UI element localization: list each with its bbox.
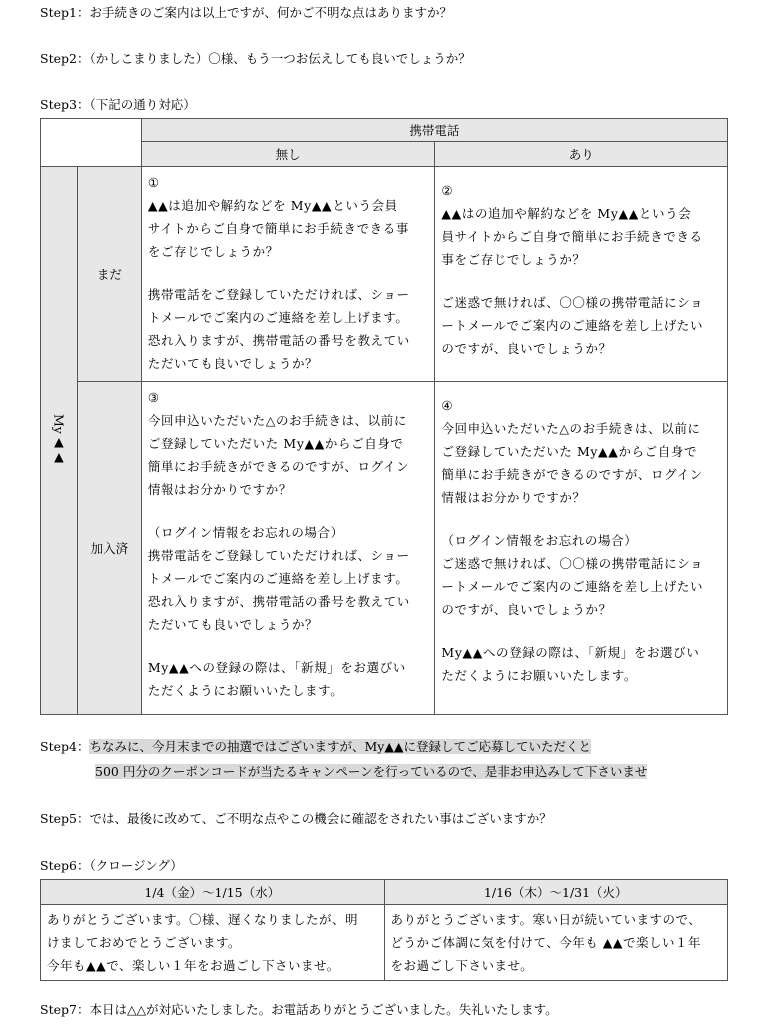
text-line: ご迷惑で無ければ、〇〇様の携帯電話にショ [441, 556, 704, 571]
mobile-phone-header: 携帯電話 [141, 119, 727, 142]
column-header-none: 無し [141, 142, 435, 167]
spacer [441, 386, 721, 394]
text-line: ートメールでご案内のご連絡を差し上げたい [441, 318, 704, 333]
text-line: 情報はお分かりですか？ [441, 490, 586, 505]
step3-text: Step3：（下記の通り対応） [40, 97, 196, 112]
cell-2-number: ② [441, 183, 454, 198]
spacer [148, 636, 429, 656]
text-line: （ログイン情報をお忘れの場合） [441, 533, 638, 548]
cell-3 [141, 382, 435, 715]
step4-text-line2 [95, 764, 647, 780]
text-line: My▲▲への登録の際は、「新規」をお選びい [441, 645, 700, 660]
spacer [148, 263, 429, 283]
step1-text: Step1：お手続きのご案内は以上ですが、何かご不明な点はありますか？ [40, 5, 452, 20]
text-line: 情報はお分かりですか？ [147, 482, 292, 497]
text-line: My▲▲への登録の際は、「新規」をお選びい [147, 660, 406, 675]
spacer [441, 271, 721, 291]
text-line: ご登録していただいた My▲▲からご自身で [147, 436, 404, 451]
text-line: 事をご存じでしょうか？ [441, 252, 586, 267]
text-line: ご登録していただいた My▲▲からご自身で [441, 444, 698, 459]
spacer [441, 171, 721, 179]
cell-2 [435, 167, 728, 382]
text-line: トメールでご案内のご連絡を差し上げます。 [147, 571, 409, 586]
spacer [441, 621, 721, 641]
closing-cell-period2 [384, 905, 728, 981]
text-line: 今回申込いただいた△のお手続きは、以前に [147, 413, 407, 428]
text-line: のですが、良いでしょうか？ [441, 341, 612, 356]
text-line: をご存じでしょうか？ [147, 244, 279, 259]
step4-highlight-line2: 500 円分のクーポンコードが当たるキャンペーンを行っているので、是非お申込みして下さいませ [95, 764, 648, 779]
text-line: ▲▲はの追加や解約などを My▲▲という会 [441, 206, 692, 221]
table-corner [41, 119, 142, 167]
text-line: ートメールでご案内のご連絡を差し上げたい [441, 579, 704, 594]
closing-cell-period1 [41, 905, 385, 981]
step2-text: Step2：（かしこまりました）〇様、もう一つお伝えしても良いでしょうか？ [40, 51, 471, 66]
text-line: サイトからご自身で簡単にお手続きできる事 [147, 221, 409, 236]
text-line: ご迷惑で無ければ、〇〇様の携帯電話にショ [441, 295, 704, 310]
text-line: 今回申込いただいた△のお手続きは、以前に [441, 421, 701, 436]
text-line: 恐れ入りますが、携帯電話の番号を教えてい [147, 333, 410, 348]
text-line: ただくようにお願いいたします。 [441, 668, 637, 683]
text-line: 携帯電話をご登録していただければ、ショー [147, 548, 410, 563]
text-line: 簡単にお手続きができるのですが、ログイン [441, 467, 703, 482]
step4-highlight-line1: ちなみに、今月末までの抽選ではございますが、My▲▲に登録してご応募していただくと [89, 739, 592, 754]
step4-prefix: Step4： [40, 739, 90, 754]
cell-1-number: ① [147, 175, 160, 190]
spacer [148, 501, 429, 521]
closing-table [40, 879, 728, 981]
row-group-header [41, 167, 78, 715]
text-line: ただくようにお願いいたします。 [147, 683, 344, 698]
row-header-not-yet: まだ [77, 167, 141, 382]
cell-1 [141, 167, 435, 382]
closing-header-period1: 1/4（金）～1/15（水） [41, 880, 385, 905]
text-line: 員サイトからご自身で簡単にお手続きできる [441, 229, 703, 244]
text-line: けましておめでとうございます。 [47, 935, 242, 950]
step5-text: Step5：では、最後に改めて、ご不明な点やこの機会に確認をされたい事はございますか？ [40, 811, 552, 826]
cell-3-number: ③ [147, 390, 160, 405]
text-line: ありがとうございます。寒い日が続いていますので、 [390, 912, 702, 927]
text-line: （ログイン情報をお忘れの場合） [147, 525, 344, 540]
text-line: トメールでご案内のご連絡を差し上げます。 [147, 310, 409, 325]
text-line: のですが、良いでしょうか？ [441, 602, 612, 617]
row-header-joined: 加入済 [77, 382, 141, 715]
text-line: 簡単にお手続きができるのですが、ログイン [147, 459, 410, 474]
text-line: 携帯電話をご登録していただければ、ショー [147, 287, 410, 302]
text-line: ただいても良いでしょうか？ [147, 617, 319, 632]
step6-text: Step6：（クロージング） [40, 858, 183, 873]
step4-text [40, 739, 591, 755]
row-group-label: My▲▲ [51, 414, 67, 464]
cell-4-number: ④ [441, 398, 454, 413]
cell-4 [435, 382, 728, 715]
spacer [441, 509, 721, 529]
text-line: どうかご体調に気を付けて、今年も ▲▲で楽しい１年 [390, 935, 701, 950]
text-line: をお過ごし下さいませ。 [390, 958, 534, 973]
response-table [40, 118, 728, 715]
text-line: ありがとうございます。〇様、遅くなりましたが、明 [47, 912, 359, 927]
step7-text: Step7：本日は△△が対応いたしました。お電話ありがとうございました。失礼いたします。 [40, 1002, 558, 1017]
text-line: ただいても良いでしょうか？ [147, 356, 319, 371]
text-line: ▲▲は追加や解約などを My▲▲という会員 [147, 198, 398, 213]
closing-header-period2: 1/16（木）～1/31（火） [384, 880, 728, 905]
text-line: 今年も▲▲で、楽しい１年をお過ごし下さいませ。 [47, 958, 340, 973]
column-header-have: あり [435, 142, 728, 167]
text-line: 恐れ入りますが、携帯電話の番号を教えてい [147, 594, 410, 609]
